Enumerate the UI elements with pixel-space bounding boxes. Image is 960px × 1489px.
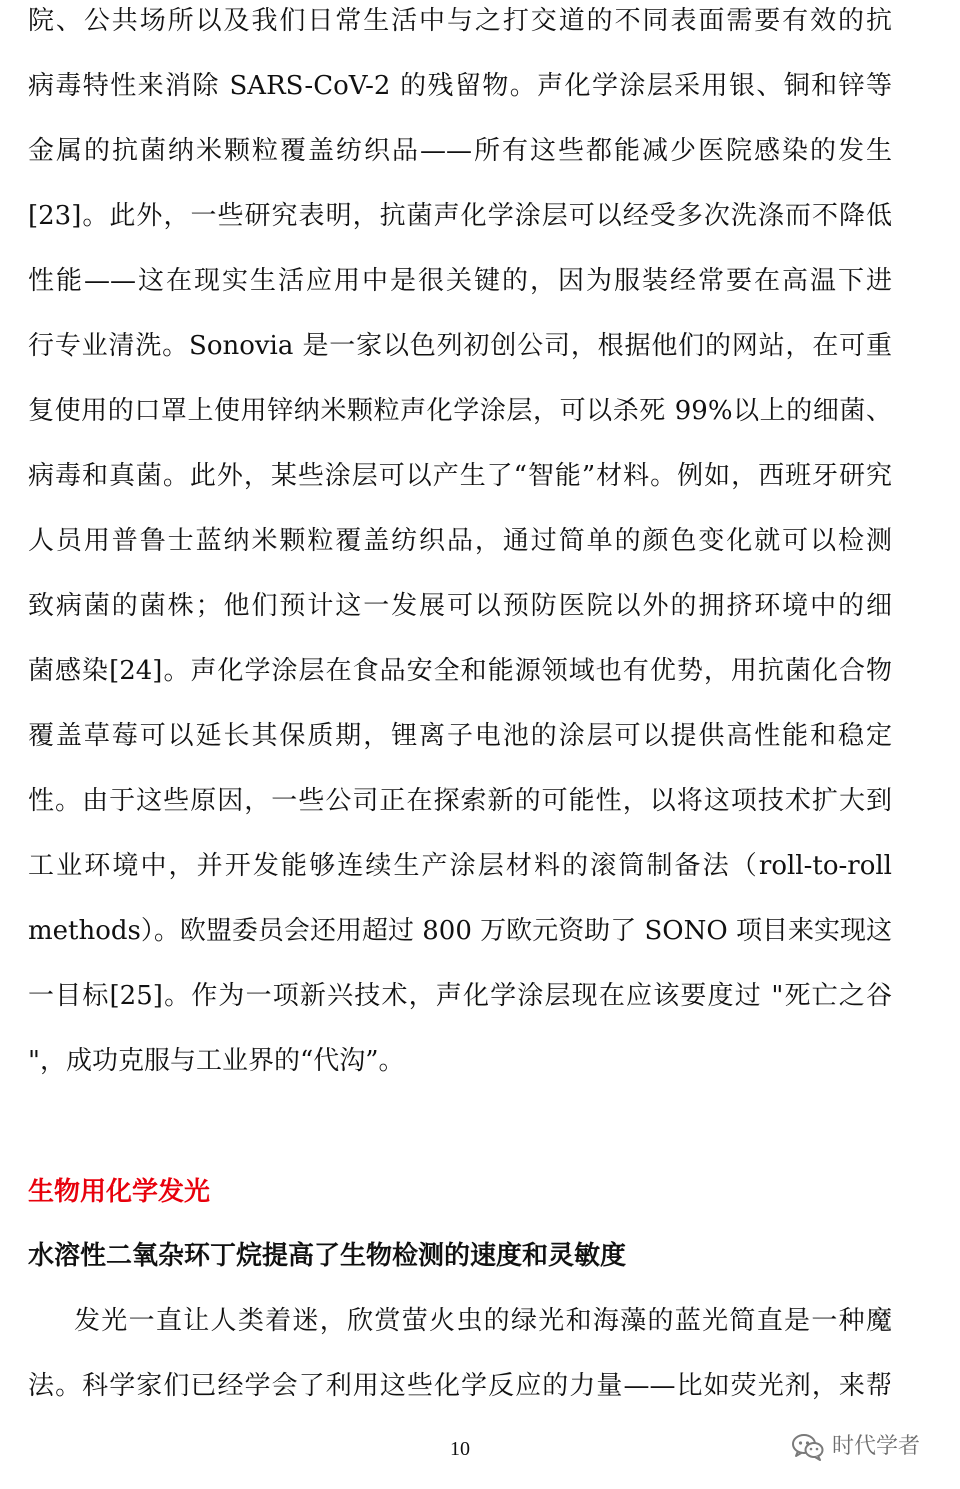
paragraph-1-line-6: 行专业清洗。Sonovia 是一家以色列初创公司，根据他们的网站，在可重 (28, 331, 892, 361)
paragraph-1-line-15: methods）。欧盟委员会还用超过 800 万欧元资助了 SONO 项目来实现这 (28, 916, 892, 946)
watermark-text: 时代学者 (832, 1434, 921, 1459)
paragraph-1-line-5: 性能——这在现实生活应用中是很关键的，因为服装经常要在高温下进 (28, 266, 892, 296)
paragraph-1-line-10: 致病菌的菌株；他们预计这一发展可以预防医院以外的拥挤环境中的细 (28, 591, 892, 621)
watermark (792, 1430, 920, 1464)
paragraph-1-line-4: [23]。此外，一些研究表明，抗菌声化学涂层可以经受多次洗涤而不降低 (28, 201, 892, 231)
paragraph-2-line-2: 法。科学家们已经学会了利用这些化学反应的力量——比如荧光剂，来帮 (28, 1371, 892, 1401)
section-heading: 生物用化学发光 (28, 1177, 211, 1207)
paragraph-1-line-17: "，成功克服与工业界的“代沟”。 (28, 1046, 405, 1076)
paragraph-1-line-11: 菌感染[24]。声化学涂层在食品安全和能源领域也有优势，用抗菌化合物 (28, 656, 892, 686)
paragraph-1-line-12: 覆盖草莓可以延长其保质期，锂离子电池的涂层可以提供高性能和稳定 (28, 721, 892, 751)
sub-heading: 水溶性二氧杂环丁烷提高了生物检测的速度和灵敏度 (28, 1241, 627, 1271)
paragraph-2-line-1: 发光一直让人类着迷，欣赏萤火虫的绿光和海藻的蓝光简直是一种魔 (74, 1306, 892, 1336)
paragraph-1-line-2: 病毒特性来消除 SARS-CoV-2 的残留物。声化学涂层采用银、铜和锌等 (28, 71, 892, 101)
paragraph-1-line-13: 性。由于这些原因，一些公司正在探索新的可能性，以将这项技术扩大到 (28, 786, 892, 816)
paragraph-1-line-3: 金属的抗菌纳米颗粒覆盖纺织品——所有这些都能减少医院感染的发生 (28, 136, 892, 166)
page-number: 10 (450, 1438, 470, 1460)
paragraph-1-line-7: 复使用的口罩上使用锌纳米颗粒声化学涂层，可以杀死 99%以上的细菌、 (28, 396, 892, 426)
paragraph-1-line-9: 人员用普鲁士蓝纳米颗粒覆盖纺织品，通过简单的颜色变化就可以检测 (28, 526, 892, 556)
paragraph-1-line-1: 院、公共场所以及我们日常生活中与之打交道的不同表面需要有效的抗 (28, 6, 892, 36)
paragraph-1-line-8: 病毒和真菌。此外，某些涂层可以产生了“智能”材料。例如，西班牙研究 (28, 461, 892, 491)
paragraph-1-line-16: 一目标[25]。作为一项新兴技术，声化学涂层现在应该要度过 "死亡之谷 (28, 981, 892, 1011)
wechat-icon (792, 1433, 824, 1461)
paragraph-1-line-14: 工业环境中，并开发能够连续生产涂层材料的滚筒制备法（roll-to-roll (28, 851, 892, 881)
